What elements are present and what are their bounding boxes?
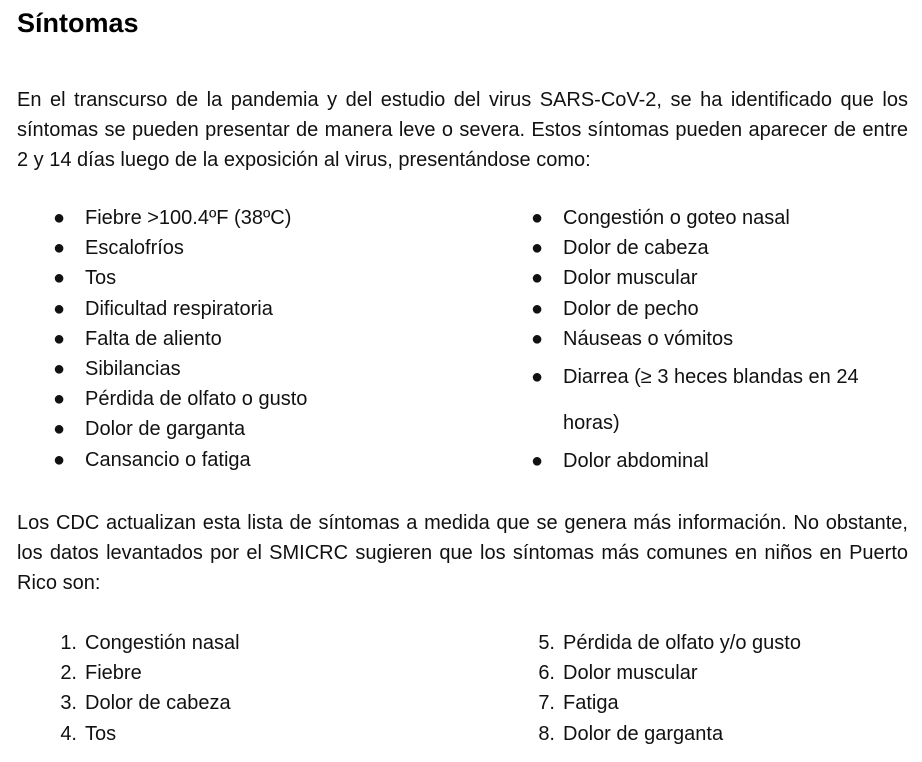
common-symptoms-list-left <box>17 628 487 749</box>
common-symptoms-list-right <box>495 628 908 749</box>
bullet-icon: ● <box>53 267 66 290</box>
list-item: ● Escalofríos <box>17 233 487 263</box>
list-number: 6. <box>538 662 555 685</box>
list-number: 5. <box>538 632 555 654</box>
bullet-icon: ● <box>53 388 66 411</box>
list-item: ● Congestión o goteo nasal <box>495 203 908 233</box>
intro-paragraph: En el transcurso de la pandemia y del estudio del virus SARS-CoV-2, se ha identificado que los síntomas se pueden presentar de manera leve o severa. Estos síntomas pueden aparecer de entre 2 y 14 días luego de la exposición al virus, presentándose como: <box>17 89 908 171</box>
list-item: ● Fiebre >100.4ºF (38ºC) <box>17 203 487 233</box>
cdc-paragraph: Los CDC actualizan esta lista de síntomas a medida que se genera más información. No obstante, los datos levantados por el SMICRC sugieren que los síntomas más comunes en niños en Puerto Rico son: <box>17 512 908 594</box>
list-item: 7. Fatiga <box>495 688 908 718</box>
bullet-icon: ● <box>531 237 544 260</box>
list-item: ● Falta de aliento <box>17 324 487 354</box>
list-item: ● Tos <box>17 263 487 293</box>
bullet-icon: ● <box>53 418 66 441</box>
list-item: ● Dolor muscular <box>495 263 908 293</box>
list-item: 3. Dolor de cabeza <box>17 688 487 718</box>
list-number: 3. <box>60 692 77 715</box>
bullet-icon: ● <box>53 207 66 229</box>
bullet-icon: ● <box>53 358 66 381</box>
list-item: 6. Dolor muscular <box>495 658 908 688</box>
list-item: ● Diarrea (≥ 3 heces blandas en 24 horas) <box>495 354 908 446</box>
bullet-icon: ● <box>531 327 544 350</box>
page-title: Síntomas <box>17 8 139 38</box>
bullet-icon: ● <box>531 207 544 229</box>
bullet-icon: ● <box>53 297 66 320</box>
list-item: ● Dificultad respiratoria <box>17 294 487 324</box>
list-item: ● Náuseas o vómitos <box>495 324 908 354</box>
symptoms-list-left <box>17 203 487 475</box>
list-item: ● Dolor de garganta <box>17 414 487 444</box>
list-number: 8. <box>538 722 555 745</box>
list-number: 7. <box>538 692 555 715</box>
bullet-icon: ● <box>53 448 66 471</box>
list-item: 4. Tos <box>17 719 487 749</box>
list-item: ● Dolor abdominal <box>495 446 908 476</box>
bullet-icon: ● <box>531 267 544 290</box>
list-item: 5. Pérdida de olfato y/o gusto <box>495 628 908 658</box>
list-number: 4. <box>60 722 77 745</box>
list-item: ● Sibilancias <box>17 354 487 384</box>
list-number: 2. <box>60 662 77 685</box>
list-item: ● Dolor de cabeza <box>495 233 908 263</box>
bullet-icon: ● <box>53 237 66 260</box>
bullet-icon: ● <box>53 327 66 350</box>
bullet-icon: ● <box>531 297 544 320</box>
list-number: 1. <box>60 632 77 654</box>
bullet-icon: ● <box>531 450 544 473</box>
list-item: 2. Fiebre <box>17 658 487 688</box>
bullet-icon: ● <box>531 366 544 389</box>
symptoms-list-right <box>495 203 908 476</box>
list-item: 1. Congestión nasal <box>17 628 487 658</box>
list-item: 8. Dolor de garganta <box>495 719 908 749</box>
list-item: ● Pérdida de olfato o gusto <box>17 384 487 414</box>
list-item: ● Cansancio o fatiga <box>17 445 487 475</box>
list-item: ● Dolor de pecho <box>495 294 908 324</box>
